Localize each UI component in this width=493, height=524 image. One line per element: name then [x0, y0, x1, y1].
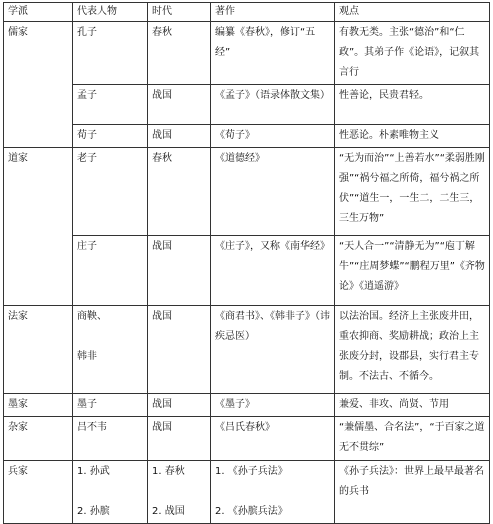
cell-era: 战国 — [148, 306, 211, 394]
cell-view: 有教无类。主张“德治”和“仁政”。其弟子作《论语》，记叙其言行 — [335, 22, 490, 85]
table-row — [4, 125, 490, 148]
table-row — [4, 22, 490, 85]
table-row — [4, 148, 490, 236]
cell-school: 墨家 — [4, 394, 73, 417]
cell-view: 性善论，民贵君轻。 — [335, 85, 490, 125]
cell-works: 《孟子》（语录体散文集） — [211, 85, 335, 125]
header-cell-school: 学派 — [4, 3, 73, 22]
cell-view: 兼爱、非攻、尚贤、节用 — [335, 394, 490, 417]
cell-school: 杂家 — [4, 417, 73, 461]
cell-person: 孔子 — [73, 22, 148, 85]
table-row — [4, 236, 490, 306]
cell-school: 兵家 — [4, 461, 73, 524]
cell-person: 孟子 — [73, 85, 148, 125]
cell-person: 墨子 — [73, 394, 148, 417]
table-row — [4, 85, 490, 125]
header-row — [4, 3, 490, 22]
cell-works: 《吕氏春秋》 — [211, 417, 335, 461]
cell-era: 春秋 — [148, 22, 211, 85]
table-row — [4, 417, 490, 461]
cell-works: 《墨子》 — [211, 394, 335, 417]
cell-era: 战国 — [148, 236, 211, 306]
cell-person: 商鞅、 韩非 — [73, 306, 148, 394]
cell-school: 法家 — [4, 306, 73, 394]
cell-works: 1. 《孙子兵法》 2. 《孙膑兵法》 — [211, 461, 335, 524]
cell-view: 性恶论。朴素唯物主义 — [335, 125, 490, 148]
cell-view: “天人合一”“清静无为”“庖丁解牛”“庄周梦蝶”“鹏程万里”《齐物论》《逍遥游》 — [335, 236, 490, 306]
cell-works: 编纂《春秋》，修订“五经” — [211, 22, 335, 85]
cell-era: 春秋 — [148, 148, 211, 236]
header-cell-person: 代表人物 — [73, 3, 148, 22]
header-cell-view: 观点 — [335, 3, 490, 22]
cell-works: 《庄子》，又称《南华经》 — [211, 236, 335, 306]
cell-school: 道家 — [4, 148, 73, 306]
table-row — [4, 394, 490, 417]
cell-view: 以法治国。经济上主张废井田，重农抑商、奖励耕战；政治上主张废分封，设郡县，实行君主专制。不法古、不循今。 — [335, 306, 490, 394]
cell-view: “兼儒墨、合名法”，“于百家之道无不贯综” — [335, 417, 490, 461]
cell-person: 吕不韦 — [73, 417, 148, 461]
cell-person: 老子 — [73, 148, 148, 236]
cell-era: 战国 — [148, 125, 211, 148]
cell-works: 《商君书》、《韩非子》（讳疾忌医） — [211, 306, 335, 394]
cell-view: “无为而治”“上善若水”“柔弱胜刚强”“祸兮福之所倚，福兮祸之所伏”“道生一，一生二，二生三，三生万物” — [335, 148, 490, 236]
header-cell-era: 时代 — [148, 3, 211, 22]
cell-view: 《孙子兵法》：世界上最早最著名的兵书 — [335, 461, 490, 524]
cell-era: 战国 — [148, 85, 211, 125]
table-row — [4, 461, 490, 524]
cell-era: 战国 — [148, 417, 211, 461]
cell-era: 1. 春秋 2. 战国 — [148, 461, 211, 524]
cell-works: 《道德经》 — [211, 148, 335, 236]
header-cell-works: 著作 — [211, 3, 335, 22]
cell-works: 《荀子》 — [211, 125, 335, 148]
cell-era: 战国 — [148, 394, 211, 417]
cell-school: 儒家 — [4, 22, 73, 148]
cell-person: 1. 孙武 2. 孙膑 — [73, 461, 148, 524]
philosophy-table — [3, 2, 490, 524]
cell-person: 庄子 — [73, 236, 148, 306]
table-row — [4, 306, 490, 394]
cell-person: 荀子 — [73, 125, 148, 148]
